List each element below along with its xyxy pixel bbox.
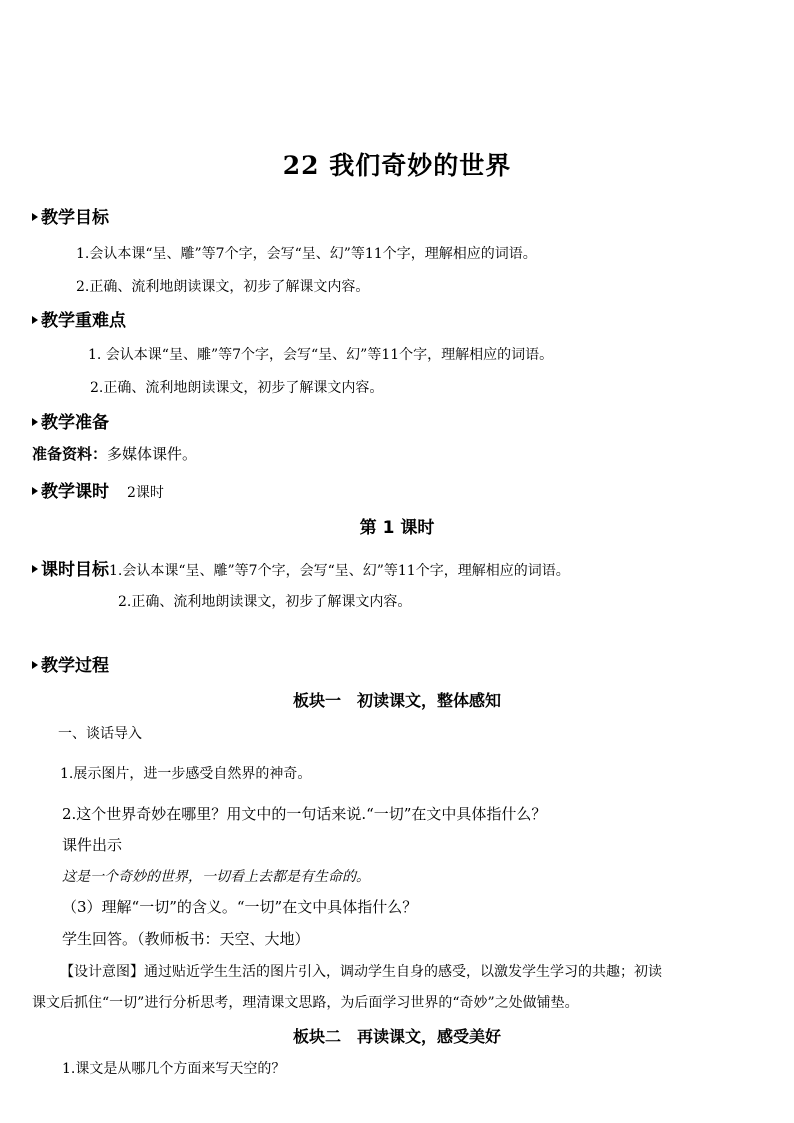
preparation-heading-text: 教学准备 xyxy=(41,413,109,433)
hours-heading-text: 教学课时 xyxy=(41,482,109,502)
preparation-heading xyxy=(32,408,109,433)
block1-paragraph: （3）理解“一切”的含义。“一切”在文中具体指什么？ xyxy=(62,898,418,916)
lesson-goal-heading: 课时目标 xyxy=(41,560,109,580)
block1-paragraph: 课件出示 xyxy=(62,836,123,854)
key-points-heading xyxy=(32,306,126,331)
triangle-bullet-icon xyxy=(32,418,38,426)
preparation-value: 多媒体课件。 xyxy=(107,445,198,463)
block1-paragraph: 2.这个世界奇妙在哪里？用文中的一句话来说.“一切”在文中具体指什么？ xyxy=(62,805,547,823)
triangle-bullet-icon xyxy=(32,213,38,221)
block1-title: 板块一 初读课文，整体感知 xyxy=(292,691,501,710)
lesson-title: 第 1 课时 xyxy=(359,518,435,538)
page-title: 22 我们奇妙的世界 xyxy=(282,151,512,180)
process-heading-text: 教学过程 xyxy=(41,656,109,676)
lesson-goal-item: 2.正确、流利地朗读课文，初步了解课文内容。 xyxy=(118,594,412,610)
key-point-item: 1. 会认本课“呈、雕”等7个字，会写“呈、幻”等11个字，理解相应的词语。 xyxy=(88,347,554,363)
triangle-bullet-icon xyxy=(32,487,38,495)
objectives-heading xyxy=(32,203,109,228)
lesson-goal-item: 1.会认本课“呈、雕”等7个字，会写“呈、幻”等11个字，理解相应的词语。 xyxy=(109,563,570,579)
block1-paragraph: 学生回答。（教师板书：天空、大地） xyxy=(62,930,310,948)
triangle-bullet-icon xyxy=(32,661,38,669)
block1-subheading: 一、谈话导入 xyxy=(58,726,142,742)
hours-value: 2课时 xyxy=(127,485,164,501)
objectives-heading-text: 教学目标 xyxy=(41,208,109,228)
hours-heading xyxy=(32,477,164,502)
design-intent-line: 课文后抓住“一切”进行分析思考，理清课文思路，为后面学习世界的“奇妙”之处做铺垫。 xyxy=(32,995,579,1011)
preparation-line xyxy=(32,443,197,464)
objective-item: 2.正确、流利地朗读课文，初步了解课文内容。 xyxy=(76,279,370,295)
block2-paragraph: 1.课文是从哪几个方面来写天空的？ xyxy=(62,1061,286,1077)
key-points-heading-text: 教学重难点 xyxy=(41,311,126,331)
process-heading xyxy=(32,651,109,676)
key-point-item: 2.正确、流利地朗读课文，初步了解课文内容。 xyxy=(90,380,384,396)
block1-quote: 这是一个奇妙的世界，一切看上去都是有生命的。 xyxy=(62,869,370,885)
triangle-bullet-icon xyxy=(32,316,38,324)
block1-paragraph: 1.展示图片，进一步感受自然界的神奇。 xyxy=(60,766,312,782)
preparation-label: 准备资料： xyxy=(32,445,108,463)
triangle-bullet-icon xyxy=(32,565,38,573)
block2-title: 板块二 再读课文，感受美好 xyxy=(292,1027,501,1046)
objective-item: 1.会认本课“呈、雕”等7个字，会写“呈、幻”等11个字，理解相应的词语。 xyxy=(76,246,537,262)
design-intent-line: 【设计意图】通过贴近学生生活的图片引入，调动学生自身的感受，以激发学生学习的共趣；初读 xyxy=(60,964,662,980)
lesson-goal-row xyxy=(32,555,570,580)
